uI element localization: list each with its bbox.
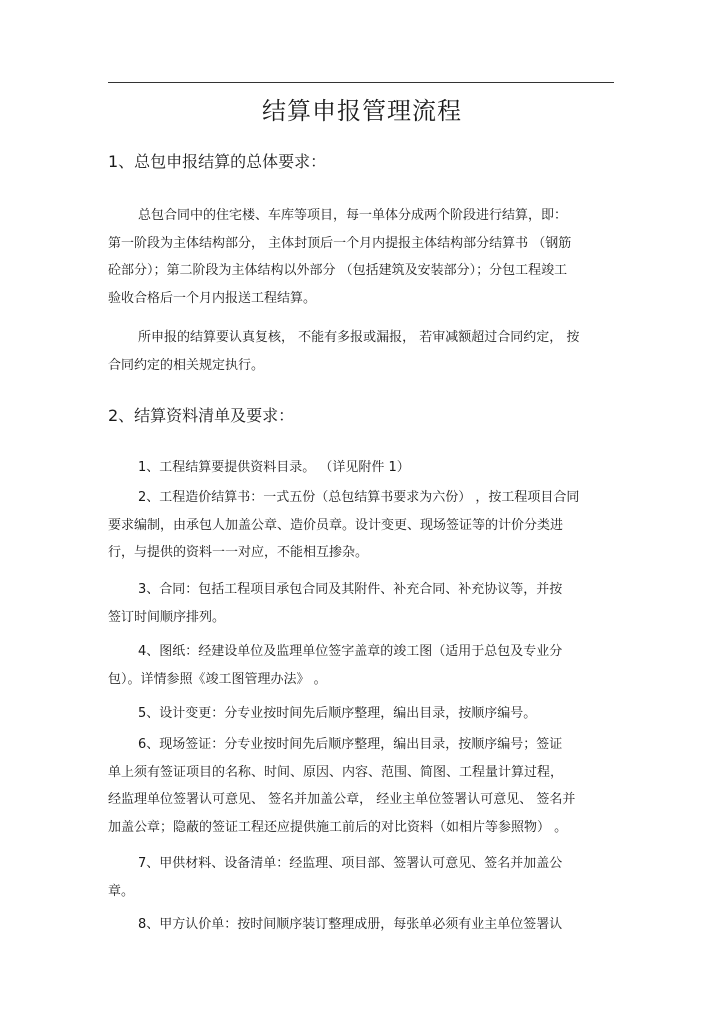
text-line: 所申报的结算要认真复核， 不能有多报或漏报， 若审减额超过合同约定， 按 — [138, 330, 580, 345]
text-line: 行，与提供的资料一一对应，不能相互掺杂。 — [108, 545, 369, 560]
text-line: 7、甲供材料、设备清单：经监理、项目部、签署认可意见、签名并加盖公 — [138, 856, 563, 871]
list-item-6 — [108, 731, 614, 841]
text-line: 经监理单位签署认可意见、 签名并加盖公章， 经业主单位签署认可意见、 签名并 — [108, 792, 576, 807]
text-line: 2、工程造价结算书：一式五份（总包结算书要求为六份） ，按工程项目合同 — [138, 490, 580, 505]
list-item-3 — [108, 576, 614, 631]
text-line: 要求编制，由承包人加盖公章、造价员章。设计变更、现场签证等的计价分类进 — [108, 517, 564, 533]
text-line: 总包合同中的住宅楼、车库等项目，每一单体分成两个阶段进行结算，即： — [138, 208, 568, 223]
list-item-2 — [108, 484, 614, 567]
section-heading-1: 1、总包申报结算的总体要求： — [108, 152, 327, 171]
text-line: 3、合同：包括工程项目承包合同及其附件、补充合同、补充协议等，并按 — [138, 582, 563, 597]
list-item-4 — [108, 638, 614, 693]
text-line: 8、甲方认价单：按时间顺序装订整理成册，每张单必须有业主单位签署认 — [138, 917, 563, 932]
text-line: 6、现场签证：分专业按时间先后顺序整理，编出目录，按顺序编号；签证 — [138, 737, 563, 752]
list-item-5 — [108, 700, 614, 728]
section-heading-2: 2、结算资料清单及要求： — [108, 406, 295, 425]
text-line: 签订时间顺序排列。 — [108, 609, 226, 625]
page-title: 结算申报管理流程 — [262, 97, 462, 125]
text-line: 包）。详情参照《竣工图管理办法》 。 — [108, 671, 327, 687]
list-item-8 — [108, 911, 614, 939]
list-item-1 — [108, 454, 614, 482]
header-rule — [108, 82, 614, 83]
text-line: 单上须有签证项目的名称、时间、原因、内容、范围、简图、工程量计算过程， — [108, 764, 564, 780]
section-1-paragraph-2 — [108, 324, 614, 379]
text-line: 章。 — [108, 883, 135, 899]
text-line: 加盖公章；隐蔽的签证工程还应提供施工前后的对比资料（如相片等参照物） 。 — [108, 819, 568, 835]
text-line: 1、工程结算要提供资料目录。 （详见附件 1） — [138, 460, 410, 475]
text-line: 砼部分）；第二阶段为主体结构以外部分 （包括建筑及安装部分）；分包工程竣工 — [108, 263, 568, 278]
text-line: 第一阶段为主体结构部分， 主体封顶后一个月内提报主体结构部分结算书 （钢筋 — [108, 235, 572, 251]
text-line: 合同约定的相关规定执行。 — [108, 357, 265, 373]
section-1-paragraph-1 — [108, 202, 614, 312]
text-line: 验收合格后一个月内报送工程结算。 — [108, 290, 317, 306]
text-line: 4、图纸：经建设单位及监理单位签字盖章的竣工图（适用于总包及专业分 — [138, 644, 563, 659]
text-line: 5、设计变更：分专业按时间先后顺序整理，编出目录，按顺序编号。 — [138, 706, 537, 721]
list-item-7 — [108, 850, 614, 905]
